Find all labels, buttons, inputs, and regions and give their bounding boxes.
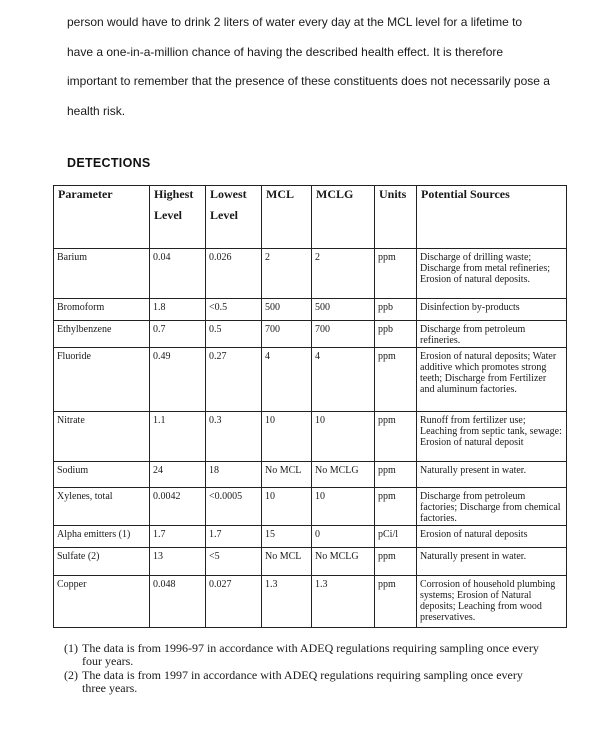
- table-row: [54, 299, 567, 321]
- cell-sources: Erosion of natural deposits; Water additive which promotes strong teeth; Discharge from Fertilizer and aluminum factories.: [417, 348, 567, 412]
- detections-table: [53, 185, 567, 628]
- cell-highest: 13: [150, 548, 206, 576]
- cell-lowest: 0.3: [206, 412, 262, 462]
- cell-parameter: Fluoride: [54, 348, 150, 412]
- cell-units: ppm: [375, 249, 417, 299]
- cell-mclg: No MCLG: [312, 462, 375, 488]
- cell-parameter: Bromoform: [54, 299, 150, 321]
- cell-sources: Discharge from petroleum factories; Discharge from chemical factories.: [417, 488, 567, 526]
- cell-sources: Discharge from petroleum refineries.: [417, 321, 567, 348]
- cell-mcl: 10: [262, 488, 312, 526]
- header-parameter: Parameter: [54, 186, 150, 249]
- cell-mclg: 700: [312, 321, 375, 348]
- cell-sources: Disinfection by-products: [417, 299, 567, 321]
- cell-mclg: No MCLG: [312, 548, 375, 576]
- cell-units: ppb: [375, 299, 417, 321]
- cell-sources: Discharge of drilling waste; Discharge from metal refineries; Erosion of natural deposits.: [417, 249, 567, 299]
- cell-parameter: Ethylbenzene: [54, 321, 150, 348]
- intro-line: important to remember that the presence of these constituents does not necessarily pose a: [67, 74, 550, 88]
- header-mcl: MCL: [262, 186, 312, 249]
- header-lowest-level: Lowest Level: [206, 186, 262, 249]
- intro-line: have a one-in-a-million chance of having the described health effect. It is therefore: [67, 44, 504, 59]
- cell-highest: 0.7: [150, 321, 206, 348]
- cell-highest: 1.8: [150, 299, 206, 321]
- header-row: [54, 186, 567, 249]
- intro-paragraph: [67, 8, 587, 126]
- cell-mcl: 700: [262, 321, 312, 348]
- table-row: [54, 348, 567, 412]
- footnote-number: (1): [64, 641, 78, 655]
- cell-lowest: 1.7: [206, 526, 262, 548]
- cell-sources: Erosion of natural deposits: [417, 526, 567, 548]
- footnotes: [64, 642, 544, 696]
- footnote-text: The data is from 1996-97 in accordance with ADEQ regulations requiring sampling once every four years.: [82, 641, 539, 668]
- cell-mclg: 1.3: [312, 576, 375, 628]
- cell-highest: 0.048: [150, 576, 206, 628]
- cell-lowest: 0.5: [206, 321, 262, 348]
- cell-parameter: Copper: [54, 576, 150, 628]
- cell-sources: Naturally present in water.: [417, 462, 567, 488]
- cell-sources: Runoff from fertilizer use; Leaching from septic tank, sewage: Erosion of natural deposit: [417, 412, 567, 462]
- cell-sources: Naturally present in water.: [417, 548, 567, 576]
- cell-units: ppm: [375, 412, 417, 462]
- cell-sources: Corrosion of household plumbing systems; Erosion of Natural deposits; Leaching from wood preservatives.: [417, 576, 567, 628]
- table-row: [54, 526, 567, 548]
- cell-parameter: Alpha emitters (1): [54, 526, 150, 548]
- cell-highest: 1.7: [150, 526, 206, 548]
- cell-units: ppm: [375, 348, 417, 412]
- cell-mcl: No MCL: [262, 462, 312, 488]
- table-row: [54, 548, 567, 576]
- cell-units: ppm: [375, 462, 417, 488]
- cell-mcl: No MCL: [262, 548, 312, 576]
- footnote-number: (2): [64, 668, 78, 682]
- table-row: [54, 249, 567, 299]
- cell-lowest: 18: [206, 462, 262, 488]
- cell-highest: 0.49: [150, 348, 206, 412]
- cell-units: ppm: [375, 576, 417, 628]
- table-row: [54, 576, 567, 628]
- cell-mclg: 4: [312, 348, 375, 412]
- table-row: [54, 462, 567, 488]
- footnote: [64, 642, 544, 668]
- header-mclg: MCLG: [312, 186, 375, 249]
- cell-units: ppb: [375, 321, 417, 348]
- cell-lowest: 0.27: [206, 348, 262, 412]
- cell-mcl: 10: [262, 412, 312, 462]
- cell-lowest: 0.026: [206, 249, 262, 299]
- cell-parameter: Nitrate: [54, 412, 150, 462]
- cell-lowest: <0.0005: [206, 488, 262, 526]
- cell-mclg: 500: [312, 299, 375, 321]
- cell-highest: 0.0042: [150, 488, 206, 526]
- cell-mcl: 2: [262, 249, 312, 299]
- cell-parameter: Xylenes, total: [54, 488, 150, 526]
- cell-mcl: 4: [262, 348, 312, 412]
- cell-parameter: Sulfate (2): [54, 548, 150, 576]
- cell-units: ppm: [375, 488, 417, 526]
- intro-line: person would have to drink 2 liters of water every day at the MCL level for a lifetime to: [67, 15, 523, 29]
- header-units: Units: [375, 186, 417, 249]
- cell-highest: 0.04: [150, 249, 206, 299]
- cell-mcl: 15: [262, 526, 312, 548]
- header-potential-sources: Potential Sources: [417, 186, 567, 249]
- cell-parameter: Sodium: [54, 462, 150, 488]
- cell-lowest: <0.5: [206, 299, 262, 321]
- header-highest-level: Highest Level: [150, 186, 206, 249]
- cell-units: ppm: [375, 548, 417, 576]
- table-row: [54, 321, 567, 348]
- cell-lowest: 0.027: [206, 576, 262, 628]
- cell-lowest: <5: [206, 548, 262, 576]
- cell-units: pCi/l: [375, 526, 417, 548]
- cell-parameter: Barium: [54, 249, 150, 299]
- footnote-text: The data is from 1997 in accordance with ADEQ regulations requiring sampling once every three years.: [82, 668, 523, 695]
- section-title: DETECTIONS: [67, 156, 151, 170]
- cell-highest: 24: [150, 462, 206, 488]
- intro-line: health risk.: [67, 103, 126, 118]
- cell-mclg: 2: [312, 249, 375, 299]
- cell-highest: 1.1: [150, 412, 206, 462]
- footnote: [64, 669, 544, 695]
- cell-mcl: 1.3: [262, 576, 312, 628]
- cell-mclg: 10: [312, 412, 375, 462]
- table-row: [54, 412, 567, 462]
- cell-mcl: 500: [262, 299, 312, 321]
- cell-mclg: 10: [312, 488, 375, 526]
- table-row: [54, 488, 567, 526]
- cell-mclg: 0: [312, 526, 375, 548]
